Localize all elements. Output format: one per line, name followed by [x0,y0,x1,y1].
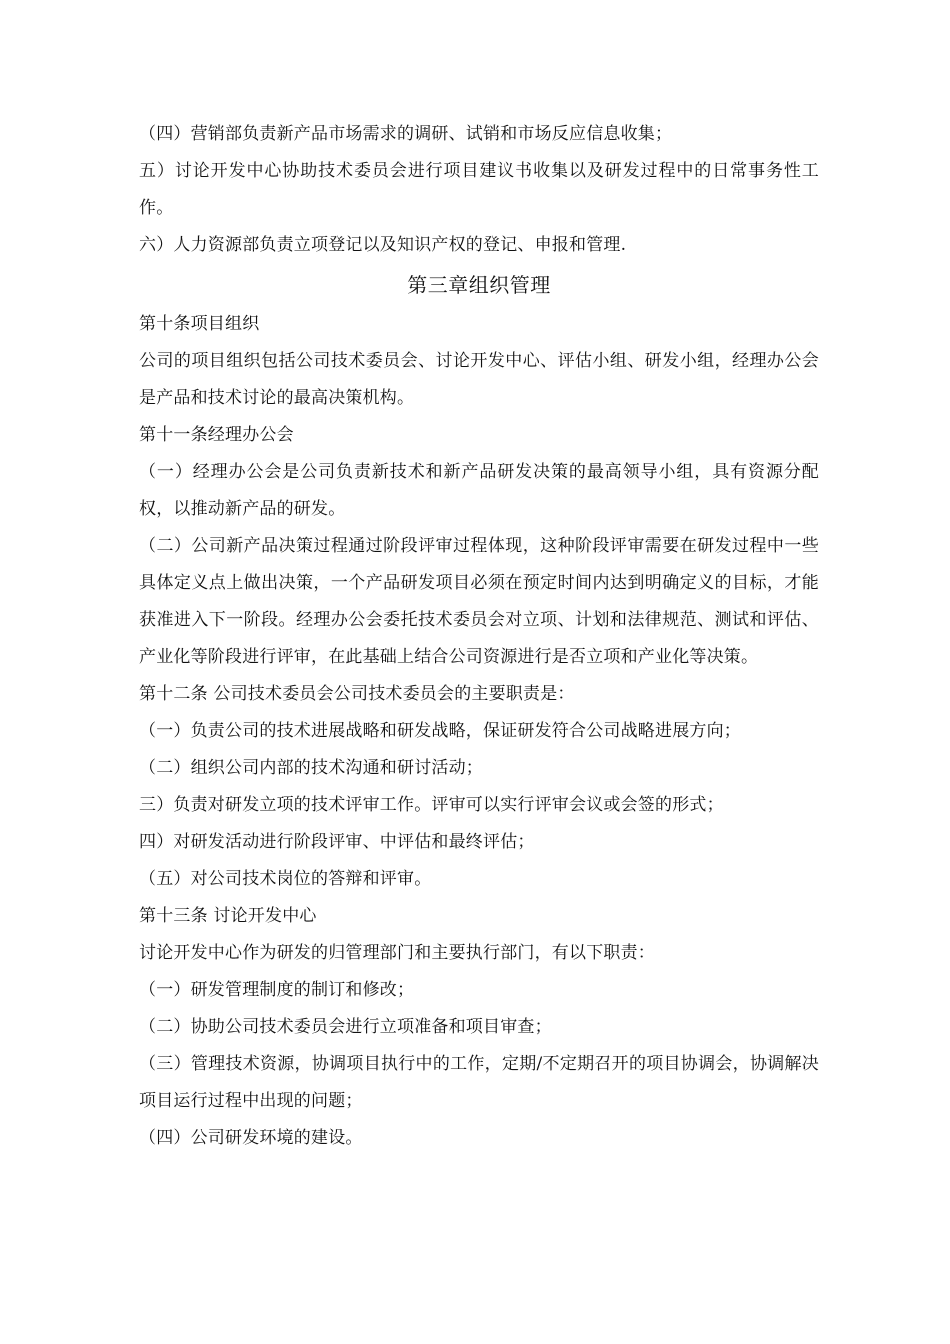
article-13-item-2: （二）协助公司技术委员会进行立项准备和项目审查； [139,1017,552,1037]
article-11-item-2: （二）公司新产品决策过程通过阶段评审过程体现，这种阶段评审需要在研发过程中一些具体定义点上做出决策，一个产品研发项目必须在预定时间内达到明确定义的目标，才能获准进入下一阶段。经理办公会委托技术委员会对立项、计划和法律规范、测试和评估、产业化等阶段进行评审，在此基础上结合公司资源进行是否立项和产业化等决策。 [139,536,819,667]
article-10-title: 第十条项目组织 [139,314,260,334]
article-13-title: 第十三条 讨论开发中心 [139,906,317,926]
article-11-item-1: （一）经理办公会是公司负责新技术和新产品研发决策的最高领导小组，具有资源分配权，以推动新产品的研发。 [139,462,819,519]
article-13-intro: 讨论开发中心作为研发的归管理部门和主要执行部门，有以下职责： [139,943,655,963]
document-page [139,116,819,1157]
paragraph-rd-center-assist: 五）讨论开发中心协助技术委员会进行项目建议书收集以及研发过程中的日常事务性工作。 [139,161,819,218]
article-12-item-1: （一）负责公司的技术进展战略和研发战略，保证研发符合公司战略进展方向； [139,721,741,741]
chapter-heading: 第三章组织管理 [407,273,551,297]
paragraph-marketing-duty: （四）营销部负责新产品市场需求的调研、试销和市场反应信息收集； [139,124,673,144]
article-13-item-1: （一）研发管理制度的制订和修改； [139,980,415,1000]
article-13-item-4: （四）公司研发环境的建设。 [139,1128,363,1148]
article-12-title: 第十二条 公司技术委员会公司技术委员会的主要职责是： [139,684,575,704]
article-12-item-3: 三）负责对研发立项的技术评审工作。评审可以实行评审会议或会签的形式； [139,795,724,815]
article-12-item-5: （五）对公司技术岗位的答辩和评审。 [139,869,432,889]
article-12-item-2: （二）组织公司内部的技术沟通和研讨活动； [139,758,483,778]
article-12-item-4: 四）对研发活动进行阶段评审、中评估和最终评估； [139,832,535,852]
paragraph-hr-duty: 六）人力资源部负责立项登记以及知识产权的登记、申报和管理. [139,235,627,255]
article-11-title: 第十一条经理办公会 [139,425,294,445]
article-10-body: 公司的项目组织包括公司技术委员会、讨论开发中心、评估小组、研发小组，经理办公会是产品和技术讨论的最高决策机构。 [139,351,819,408]
article-13-item-3: （三）管理技术资源，协调项目执行中的工作，定期/不定期召开的项目协调会，协调解决项目运行过程中出现的问题； [139,1054,819,1111]
